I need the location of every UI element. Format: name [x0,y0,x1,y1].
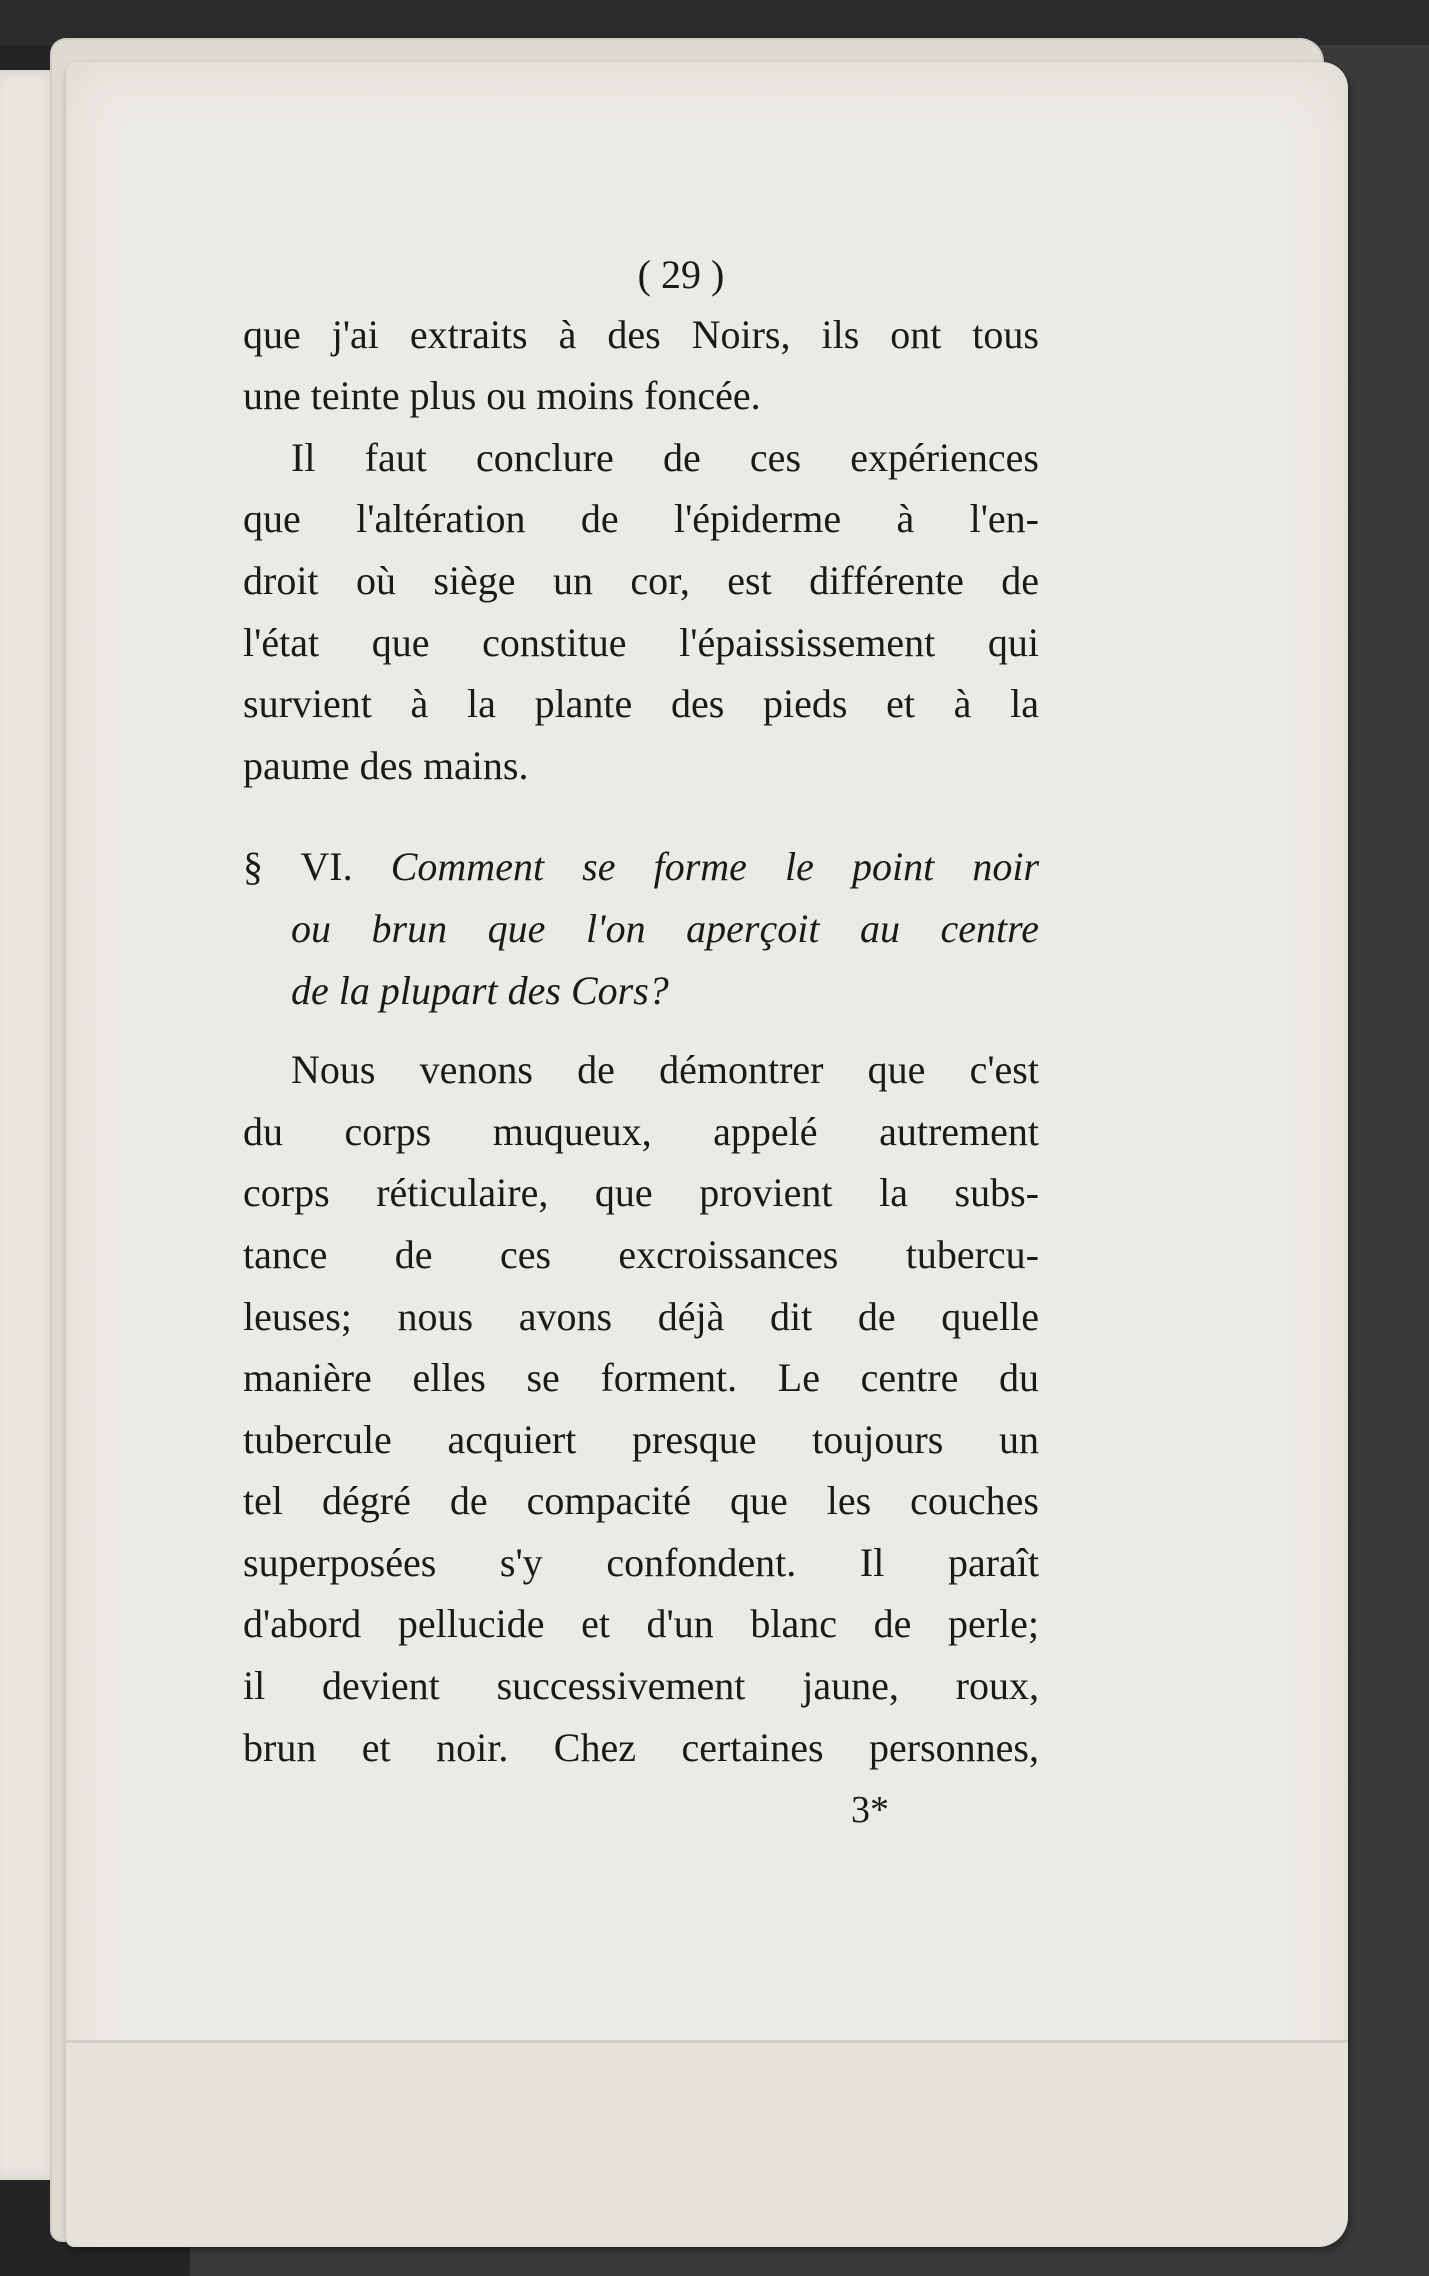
page-text-block [243,244,1039,1842]
signature-mark: 3* [851,1789,889,1832]
section-heading [243,836,1039,1021]
text-line: droit où siège un cor, est différente de [243,557,1039,603]
text-line: l'état que constitue l'épaississement qui [243,619,1039,665]
section-spacer [243,796,1039,836]
section-title-part: Comment se forme le point noir [390,844,1040,890]
text-line: une teinte plus ou moins foncée. [243,373,761,419]
text-line: il devient successivement jaune, roux, [243,1663,1039,1709]
text-line: Il faut conclure de ces expériences [291,434,1039,480]
section-number: § VI. [243,844,353,890]
section-heading-line [243,836,1039,898]
text-line: du corps muqueux, appelé autrement [243,1108,1039,1154]
text-line: que j'ai extraits à des Noirs, ils ont tous [243,311,1039,357]
text-line: que l'altération de l'épiderme à l'en- [243,496,1039,542]
text-line: leuses; nous avons déjà dit de quelle [243,1293,1039,1339]
text-line: corps réticulaire, que provient la subs- [243,1170,1039,1216]
paragraph-body [243,1039,1039,1778]
paragraph-continued [243,304,1039,427]
section-heading-line: ou brun que l'on aperçoit au centre [291,905,1039,951]
text-line: d'abord pellucide et d'un blanc de perle; [243,1601,1039,1647]
text-line: tel dégré de compacité que les couches [243,1478,1039,1524]
text-line: survient à la plante des pieds et à la [243,681,1039,727]
text-line: brun et noir. Chez certaines personnes, [243,1724,1039,1770]
page-bottom-edge [66,2040,1348,2243]
text-line: manière elles se forment. Le centre du [243,1355,1039,1401]
text-line: tubercule acquiert presque toujours un [243,1416,1039,1462]
text-line: Nous venons de démontrer que c'est [291,1047,1039,1093]
text-line: tance de ces excroissances tubercu- [243,1231,1039,1277]
scan-backdrop-top [0,0,1429,45]
page-number-header: ( 29 ) [637,252,725,297]
paragraph-conclusion [243,427,1039,797]
text-line: paume des mains. [243,742,529,788]
section-spacer [243,1021,1039,1039]
text-line: superposées s'y confondent. Il paraît [243,1539,1039,1585]
section-heading-line: de la plupart des Cors? [291,967,669,1013]
